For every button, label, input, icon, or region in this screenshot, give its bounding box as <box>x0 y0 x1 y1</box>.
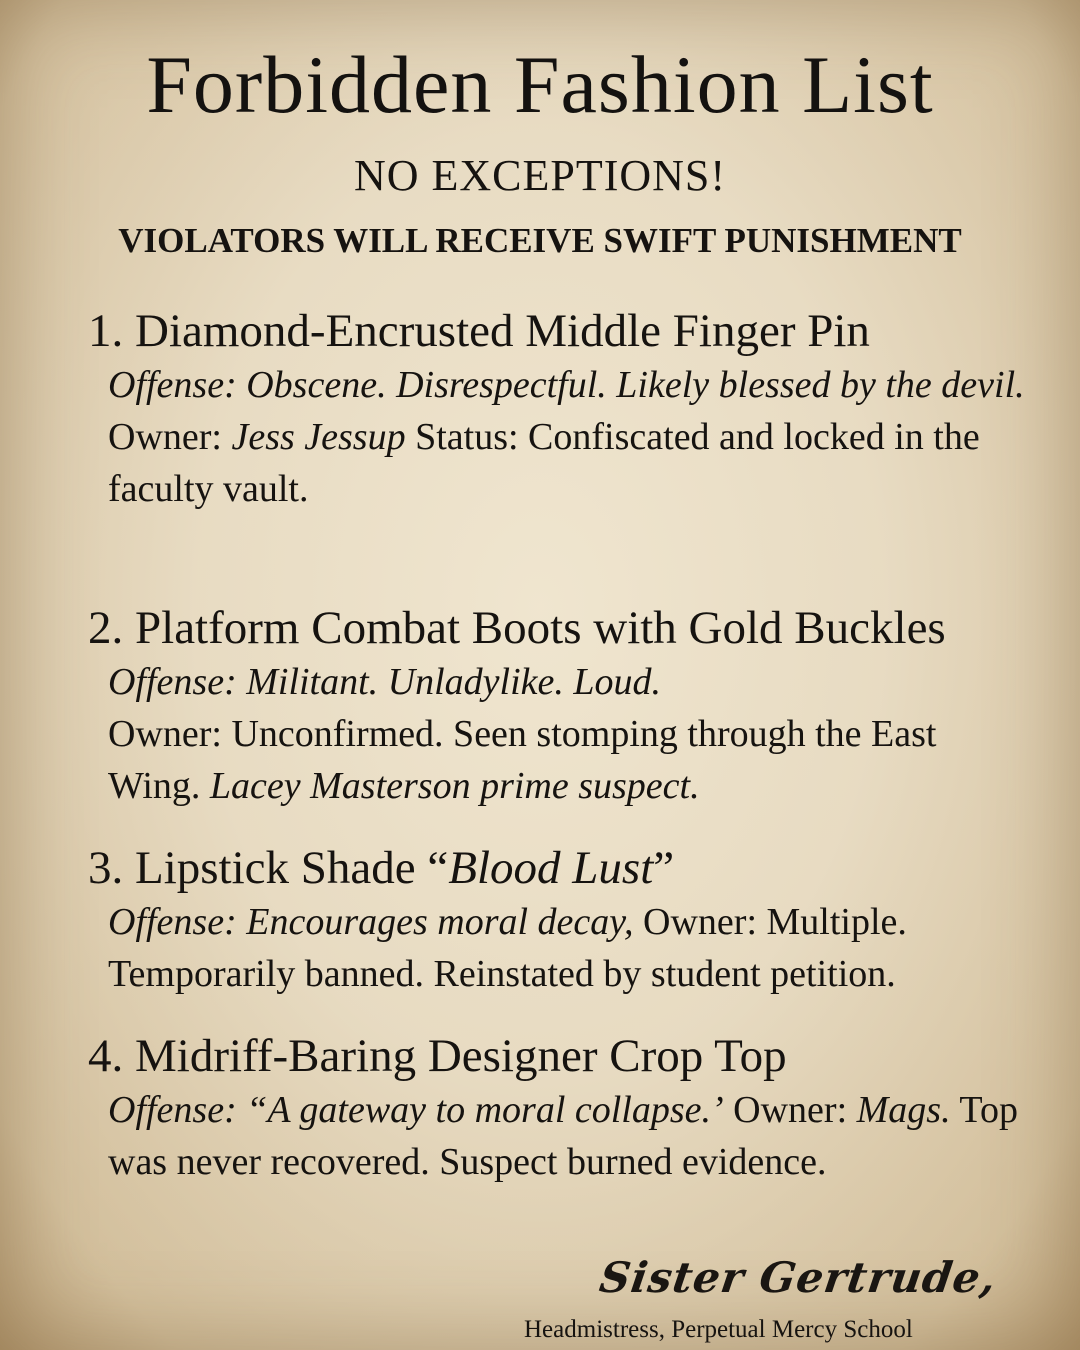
list-item-4 <box>88 1028 1028 1188</box>
item-title-prefix: 3. Lipstick Shade “ <box>88 842 449 894</box>
note-text: Temporarily banned. Reinstated by student petition. <box>108 953 896 995</box>
list-item-3 <box>88 840 1028 1000</box>
owner-label: Owner: <box>733 1089 848 1131</box>
item-title-shade: Blood Lust <box>448 842 654 894</box>
offense-label: Offense: <box>108 1089 237 1131</box>
note-text: Top was never recovered. Suspect burned evidence. <box>108 1089 1018 1183</box>
item-body <box>108 896 1028 1000</box>
owner-text: Owner: Unconfirmed. Seen stomping through the East Wing. <box>108 713 937 807</box>
item-title-suffix: ” <box>653 842 675 894</box>
offense-label: Offense: <box>108 901 237 943</box>
item-title: 2. Platform Combat Boots with Gold Buckles <box>88 602 946 654</box>
offense-text: Encourages moral decay, <box>246 901 634 943</box>
owner-text: Owner: Multiple. <box>643 901 907 943</box>
violators-warning: VIOLATORS WILL RECEIVE SWIFT PUNISHMENT <box>118 221 962 260</box>
offense-text: “A gateway to moral collapse.’ <box>246 1089 724 1131</box>
signature: Sister Gertrude, <box>596 1253 1000 1302</box>
signature-title: Headmistress, Perpetual Mercy School <box>524 1316 913 1343</box>
owner-name: Jess Jessup <box>231 416 406 458</box>
item-body <box>108 359 1028 515</box>
offense-text: Obscene. Disrespectful. Likely blessed by the devil. <box>246 364 1025 406</box>
suspect-text: Lacey Masterson prime suspect. <box>209 765 700 807</box>
no-exceptions-heading: NO EXCEPTIONS! <box>353 151 727 200</box>
item-body <box>108 1084 1028 1188</box>
list-item-2 <box>88 600 1028 812</box>
item-title: 4. Midriff-Baring Designer Crop Top <box>88 1030 787 1082</box>
owner-name: Mags. <box>856 1089 951 1131</box>
item-title <box>88 840 1028 896</box>
offense-text: Militant. Unladylike. Loud. <box>246 661 662 703</box>
status-text: Status: Confiscated and locked in the faculty vault. <box>108 416 980 510</box>
owner-label: Owner: <box>108 416 222 458</box>
item-title: 1. Diamond-Encrusted Middle Finger Pin <box>88 305 870 357</box>
list-item-1 <box>88 303 1028 515</box>
offense-label: Offense: <box>108 661 237 703</box>
offense-label: Offense: <box>108 364 237 406</box>
item-body <box>108 656 1028 812</box>
page-title: Forbidden Fashion List <box>146 39 934 130</box>
